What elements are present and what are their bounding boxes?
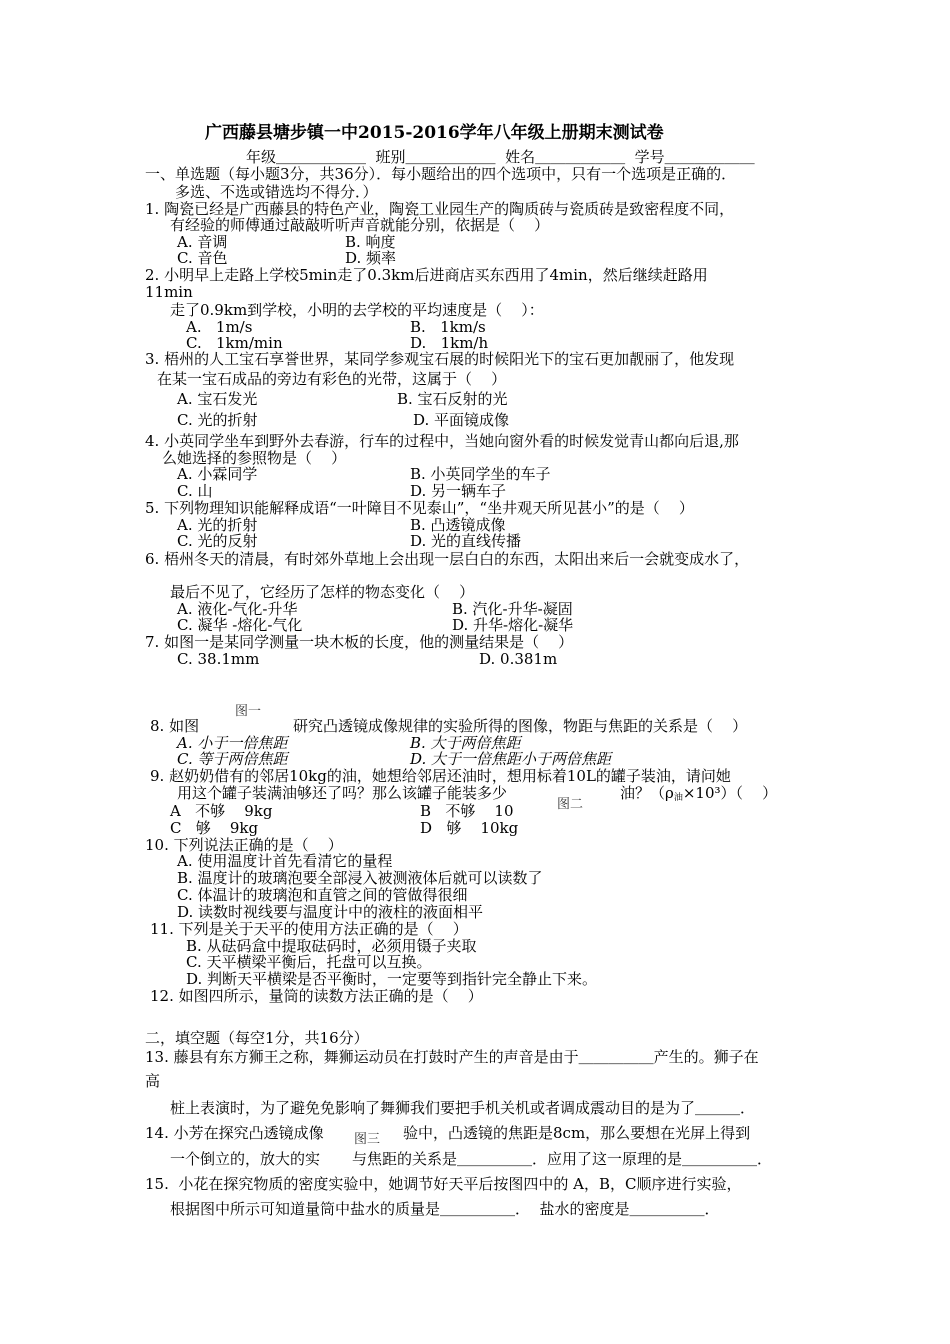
q6-line1: 6. 梧州冬天的清晨，有时郊外草地上会出现一层白白的东西，太阳出来后一会就变成水了， <box>145 550 750 568</box>
q13-line1: 13. 藤县有东方狮王之称，舞狮运动员在打鼓时产生的声音是由于＿＿＿＿＿产生的。狮子在 <box>145 1048 759 1066</box>
q5-option-d: D. 光的直线传播 <box>410 532 522 550</box>
section1-heading: 一、单选题（每小题3分，共36分）．每小题给出的四个选项中，只有一个选项是正确的． <box>145 165 737 183</box>
student-info-fields: 年级＿＿＿＿＿＿ 班别＿＿＿＿＿＿ 姓名＿＿＿＿＿＿ 学号＿＿＿＿＿＿ <box>246 148 755 166</box>
q3-option-d: D. 平面镜成像 <box>413 411 510 429</box>
q6-option-a: A. 液化-气化-升华 <box>177 600 298 618</box>
q11-option-d: D. 判断天平横梁是否平衡时，一定要等到指针完全静止下来。 <box>186 970 598 988</box>
page-title: 广西藤县塘步镇一中2015-2016学年八年级上册期末测试卷 <box>205 123 664 143</box>
q1-option-c: C. 音色 <box>177 249 228 267</box>
q14-line1-part2: 验中，凸透镜的焦距是8cm，那么要想在光屏上得到 <box>403 1124 751 1142</box>
q8-option-d: D. 大于一倍焦距小于两倍焦距 <box>410 750 612 768</box>
q5-option-c: C. 光的反射 <box>177 532 258 550</box>
q4-option-d: D. 另一辆车子 <box>410 482 507 500</box>
q10-option-a: A. 使用温度计首先看清它的量程 <box>177 852 393 870</box>
q1-option-b: B. 响度 <box>345 233 396 251</box>
q7-option-c: C. 38.1mm <box>177 650 260 668</box>
q9-option-d: D 够 10kg <box>420 819 519 837</box>
q10-line1: 10. 下列说法正确的是（ ） <box>145 836 343 854</box>
q9-option-b: B 不够 10 <box>420 802 514 820</box>
figure3-label: 图三 <box>354 1132 381 1147</box>
q2-option-d: D. 1km/h <box>410 334 489 352</box>
q6-option-c: C. 凝华 -熔化-气化 <box>177 616 303 634</box>
q3-option-b: B. 宝石反射的光 <box>397 390 508 408</box>
q7-option-d: D. 0.381m <box>479 650 558 668</box>
q1-option-d: D. 频率 <box>345 249 397 267</box>
q1-line2: 有经验的师傅通过敲敲听听声音就能分别，依据是（ ） <box>170 216 550 234</box>
q5-option-a: A. 光的折射 <box>177 516 258 534</box>
q12-line1: 12. 如图四所示，量筒的读数方法正确的是（ ） <box>150 987 483 1005</box>
q9-line1: 9. 赵奶奶借有的邻居10kg的油，她想给邻居还油时，想用标着10L的罐子装油，请问她 <box>150 767 731 785</box>
q3-line1: 3. 梧州的人工宝石享誉世界，某同学参观宝石展的时候阳光下的宝石更加靓丽了，他发现 <box>145 350 735 368</box>
q11-option-b: B. 从砝码盒中提取砝码时，必须用镊子夹取 <box>186 937 477 955</box>
q2-option-a: A. 1m/s <box>186 318 253 336</box>
q3-line2: 在某一宝石成品的旁边有彩色的光带，这属于（ ） <box>157 370 507 388</box>
q10-option-d: D. 读数时视线要与温度计中的液柱的液面相平 <box>177 903 484 921</box>
q2-option-b: B. 1km/s <box>410 318 486 336</box>
q11-option-c: C. 天平横梁平衡后，托盘可以互换。 <box>186 953 432 971</box>
q11-line1: 11. 下列是关于天平的使用方法正确的是（ ） <box>150 920 468 938</box>
q8-option-a: A. 小于一倍焦距 <box>177 734 288 752</box>
q15-line2: 根据图中所示可知道量筒中盐水的质量是＿＿＿＿＿． 盐水的密度是＿＿＿＿＿． <box>170 1200 720 1218</box>
q7-line1: 7. 如图一是某同学测量一块木板的长度，他的测量结果是（ ） <box>145 633 574 651</box>
q3-option-c: C. 光的折射 <box>177 411 258 429</box>
q4-line1: 4. 小英同学坐车到野外去春游，行车的过程中，当她向窗外看的时候发觉青山都向后退,那 <box>145 432 739 450</box>
q4-line2: 么她选择的参照物是（ ） <box>162 449 347 467</box>
q10-option-b: B. 温度计的玻璃泡要全部浸入被测液体后就可以读数了 <box>177 869 543 887</box>
q1-line1: 1. 陶瓷已经是广西藤县的特色产业，陶瓷工业园生产的陶质砖与瓷质砖是致密程度不同， <box>145 200 735 218</box>
q9-option-a: A 不够 9kg <box>170 802 273 820</box>
q13-line2: 高 <box>145 1072 161 1090</box>
q13-line3: 桩上表演时，为了避免免影响了舞狮我们要把手机关机或者调成震动目的是为了＿＿＿． <box>170 1099 756 1117</box>
q4-option-b: B. 小英同学坐的车子 <box>410 465 551 483</box>
q8-line1: 研究凸透镜成像规律的实验所得的图像，物距与焦距的关系是（ ） <box>293 717 748 735</box>
figure1-label: 图一 <box>235 704 262 719</box>
q8-option-b: B. 大于两倍焦距 <box>410 734 521 752</box>
q5-option-b: B. 凸透镜成像 <box>410 516 506 534</box>
q6-option-d: D. 升华-熔化-凝华 <box>452 616 574 634</box>
q3-option-a: A. 宝石发光 <box>177 390 258 408</box>
q2-line1: 2. 小明早上走路上学校5min走了0.3km后进商店买东西用了4min，然后继续赶路用 <box>145 266 708 284</box>
q14-line1-part1: 14. 小芳在探究凸透镜成像 <box>145 1124 324 1142</box>
q8-prefix: 8. 如图 <box>150 717 200 735</box>
q4-option-a: A. 小霖同学 <box>177 465 258 483</box>
q2-line2: 11min <box>145 283 193 301</box>
q2-option-c: C. 1km/min <box>186 334 283 352</box>
q9-option-c: C 够 9kg <box>170 819 259 837</box>
q8-option-c: C. 等于两倍焦距 <box>177 750 288 768</box>
section1-heading-cont: 多选、不选或错选均不得分．） <box>175 183 378 201</box>
q14-line2-part2: 与焦距的关系是＿＿＿＿＿．应用了这一原理的是＿＿＿＿＿． <box>352 1150 773 1168</box>
q9-line2-end: 油？$(\rho_油\times 10^3)$（ ） <box>620 784 778 803</box>
q6-line2: 最后不见了，它经历了怎样的物态变化（ ） <box>170 583 475 601</box>
q14-line2-part1: 一个倒立的，放大的实 <box>170 1150 321 1168</box>
section2-heading: 二，填空题（每空1分，共16分） <box>145 1029 369 1047</box>
q1-option-a: A. 音调 <box>177 233 228 251</box>
q10-option-c: C. 体温计的玻璃泡和直管之间的管做得很细 <box>177 886 468 904</box>
q2-line3: 走了0.9km到学校，小明的去学校的平均速度是（ ）： <box>170 301 544 319</box>
q6-option-b: B. 汽化-升华-凝固 <box>452 600 573 618</box>
q4-option-c: C. 山 <box>177 482 213 500</box>
q9-line2: 用这个罐子装满油够还了吗？那么该罐子能装多少 <box>177 784 508 802</box>
q5-line1: 5. 下列物理知识能解释成语“一叶障目不见泰山”，“坐井观天所见甚小”的是（ ） <box>145 499 694 517</box>
q15-line1: 15. 小花在探究物质的密度实验中，她调节好天平后按图四中的 A，B，C顺序进行实验， <box>145 1175 742 1193</box>
figure2-label: 图二 <box>553 793 587 812</box>
